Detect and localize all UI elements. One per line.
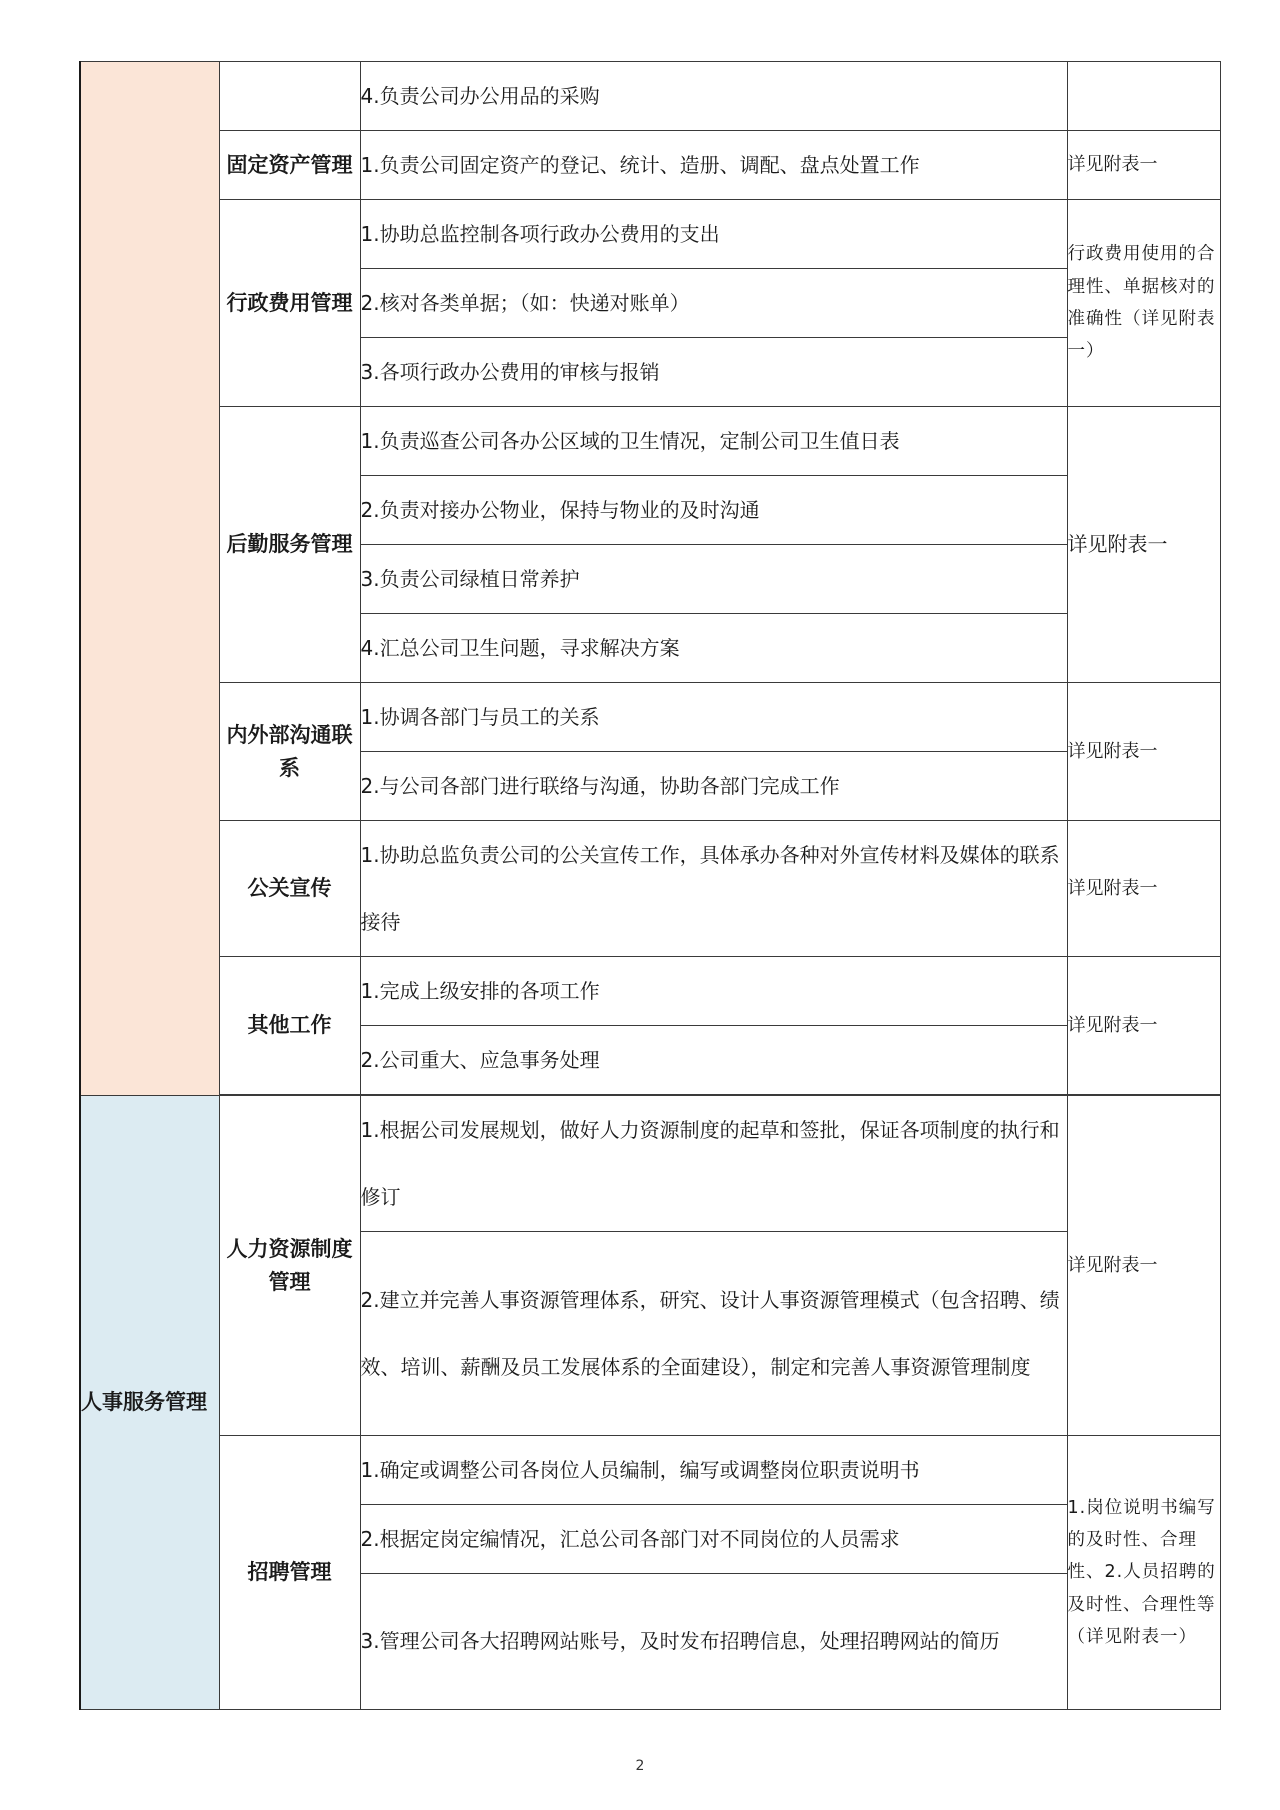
group-title: 公关宣传 bbox=[219, 821, 360, 957]
task-item: 1.协助总监控制各项行政办公费用的支出 bbox=[360, 200, 1067, 269]
task-item: 3.负责公司绿植日常养护 bbox=[360, 545, 1067, 614]
task-item: 1.协助总监负责公司的公关宣传工作，具体承办各种对外宣传材料及媒体的联系接待 bbox=[360, 821, 1067, 957]
remark-cell: 1.岗位说明书编写的及时性、合理性、2.人员招聘的及时性、合理性等（详见附表一） bbox=[1067, 1436, 1220, 1710]
table-row bbox=[80, 957, 1220, 1026]
table-row bbox=[80, 131, 1220, 200]
page-number: 2 bbox=[635, 1758, 645, 1774]
group-title: 行政费用管理 bbox=[219, 200, 360, 407]
task-item: 4.汇总公司卫生问题，寻求解决方案 bbox=[360, 614, 1067, 683]
task-item: 1.负责巡查公司各办公区域的卫生情况，定制公司卫生值日表 bbox=[360, 407, 1067, 476]
task-item: 1.根据公司发展规划，做好人力资源制度的起草和签批，保证各项制度的执行和修订 bbox=[360, 1096, 1067, 1232]
table-row bbox=[80, 1096, 1220, 1232]
task-item: 2.公司重大、应急事务处理 bbox=[360, 1026, 1067, 1095]
group-title: 后勤服务管理 bbox=[219, 407, 360, 683]
remark-cell: 行政费用使用的合理性、单据核对的 准确性（详见附表一） bbox=[1067, 200, 1220, 407]
duty-table bbox=[79, 61, 1221, 1710]
task-item: 4.负责公司办公用品的采购 bbox=[360, 62, 1067, 131]
task-item: 1.负责公司固定资产的登记、统计、造册、调配、盘点处置工作 bbox=[360, 131, 1067, 200]
task-item: 3.管理公司各大招聘网站账号，及时发布招聘信息，处理招聘网站的简历 bbox=[360, 1574, 1067, 1710]
category-hr: 人事服务管理 bbox=[80, 1096, 219, 1710]
table-row bbox=[80, 62, 1220, 131]
remark-cell bbox=[1067, 62, 1220, 131]
task-item: 1.确定或调整公司各岗位人员编制，编写或调整岗位职责说明书 bbox=[360, 1436, 1067, 1505]
table-row bbox=[80, 821, 1220, 957]
table-row bbox=[80, 407, 1220, 476]
remark-cell: 详见附表一 bbox=[1067, 131, 1220, 200]
group-title: 固定资产管理 bbox=[219, 131, 360, 200]
group-title bbox=[219, 62, 360, 131]
category-admin bbox=[80, 62, 219, 1096]
task-item: 2.建立并完善人事资源管理体系，研究、设计人事资源管理模式（包含招聘、绩效、培训、薪酬及员工发展体系的全面建设），制定和完善人事资源管理制度 bbox=[360, 1232, 1067, 1436]
group-title: 招聘管理 bbox=[219, 1436, 360, 1710]
task-item: 2.核对各类单据；（如：快递对账单） bbox=[360, 269, 1067, 338]
table-row bbox=[80, 1436, 1220, 1505]
task-item: 2.负责对接办公物业，保持与物业的及时沟通 bbox=[360, 476, 1067, 545]
remark-cell: 详见附表一 bbox=[1067, 957, 1220, 1095]
group-title: 内外部沟通联系 bbox=[219, 683, 360, 821]
remark-cell: 详见附表一 bbox=[1067, 821, 1220, 957]
remark-cell: 详见附表一 bbox=[1067, 683, 1220, 821]
table-row bbox=[80, 200, 1220, 269]
task-item: 2.与公司各部门进行联络与沟通，协助各部门完成工作 bbox=[360, 752, 1067, 821]
table-row bbox=[80, 683, 1220, 752]
remark-cell: 详见附表一 bbox=[1067, 1096, 1220, 1436]
task-item: 3.各项行政办公费用的审核与报销 bbox=[360, 338, 1067, 407]
group-title: 人力资源制度管理 bbox=[219, 1096, 360, 1436]
task-item: 1.协调各部门与员工的关系 bbox=[360, 683, 1067, 752]
group-title: 其他工作 bbox=[219, 957, 360, 1095]
remark-cell: 详见附表一 bbox=[1067, 407, 1220, 683]
task-item: 1.完成上级安排的各项工作 bbox=[360, 957, 1067, 1026]
task-item: 2.根据定岗定编情况，汇总公司各部门对不同岗位的人员需求 bbox=[360, 1505, 1067, 1574]
